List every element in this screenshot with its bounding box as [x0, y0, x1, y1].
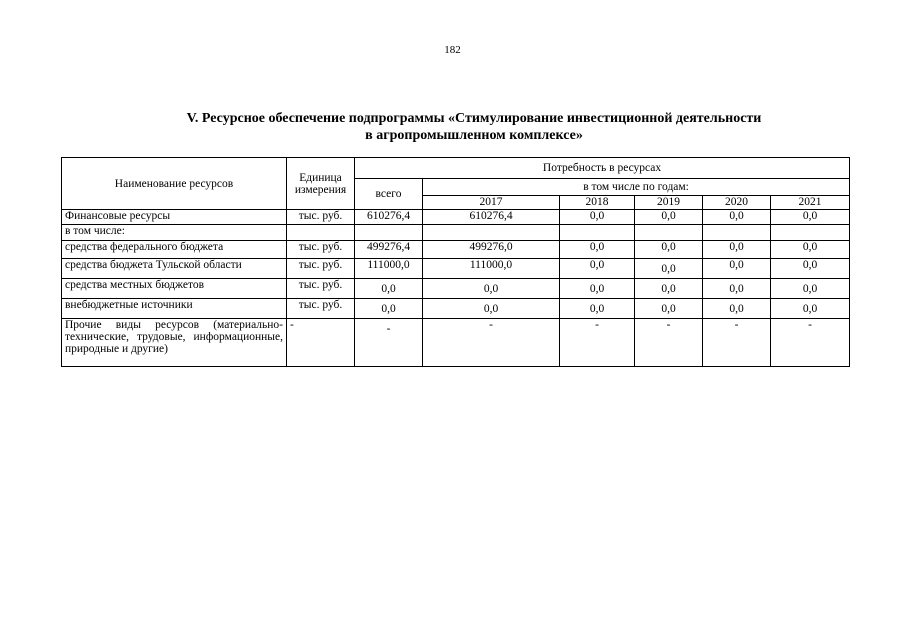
row-unit: тыс. руб.	[287, 279, 355, 299]
row-total: 499276,4	[355, 241, 423, 259]
row-value-2017: 111000,0	[423, 259, 560, 279]
row-value-2019: 0,0	[635, 299, 703, 319]
row-value-2017: -	[423, 319, 560, 367]
row-unit: тыс. руб.	[287, 241, 355, 259]
table-row	[62, 259, 850, 279]
row-value-2021: 0,0	[771, 279, 850, 299]
row-value-2019: 0,0	[635, 259, 703, 279]
header-year: 2018	[560, 196, 635, 210]
row-value-2021: 0,0	[771, 210, 850, 225]
table-row	[62, 210, 850, 225]
section-title-line-1: V. Ресурсное обеспечение подпрограммы «Стимулирование инвестиционной деятельности	[186, 111, 762, 126]
row-name: средства бюджета Тульской области	[62, 259, 287, 279]
row-name: Прочие виды ресурсов (материально-технические, трудовые, информационные, природные и другие)	[62, 319, 287, 367]
row-total	[355, 225, 423, 241]
row-value-2021: 0,0	[771, 241, 850, 259]
row-value-2017: 499276,0	[423, 241, 560, 259]
row-unit: -	[287, 319, 355, 367]
header-by-years: в том числе по годам:	[423, 179, 850, 196]
row-value-2018: 0,0	[560, 259, 635, 279]
resource-table	[61, 157, 850, 367]
table-row	[62, 225, 850, 241]
header-year: 2019	[635, 196, 703, 210]
table-row	[62, 319, 850, 367]
header-row-1	[62, 158, 850, 179]
row-value-2017	[423, 225, 560, 241]
row-total: 0,0	[355, 299, 423, 319]
row-value-2020: 0,0	[703, 259, 771, 279]
row-unit	[287, 225, 355, 241]
section-title	[60, 110, 888, 144]
row-name: в том числе:	[62, 225, 287, 241]
row-total: 111000,0	[355, 259, 423, 279]
header-year: 2017	[423, 196, 560, 210]
row-value-2018: 0,0	[560, 279, 635, 299]
row-value-2018: -	[560, 319, 635, 367]
row-total: -	[355, 319, 423, 367]
table-row	[62, 299, 850, 319]
row-total: 0,0	[355, 279, 423, 299]
row-value-2020: 0,0	[703, 210, 771, 225]
row-value-2020: 0,0	[703, 279, 771, 299]
row-name: средства федерального бюджета	[62, 241, 287, 259]
row-value-2017: 610276,4	[423, 210, 560, 225]
row-value-2018: 0,0	[560, 241, 635, 259]
row-value-2018	[560, 225, 635, 241]
row-value-2019: 0,0	[635, 210, 703, 225]
row-value-2020	[703, 225, 771, 241]
row-total: 610276,4	[355, 210, 423, 225]
row-value-2021: 0,0	[771, 259, 850, 279]
header-total: всего	[355, 179, 423, 210]
table-row	[62, 279, 850, 299]
row-value-2020: 0,0	[703, 299, 771, 319]
header-need: Потребность в ресурсах	[355, 158, 850, 179]
row-value-2019: 0,0	[635, 279, 703, 299]
row-value-2021	[771, 225, 850, 241]
row-value-2019: 0,0	[635, 241, 703, 259]
row-value-2019: -	[635, 319, 703, 367]
header-year: 2020	[703, 196, 771, 210]
row-value-2021: -	[771, 319, 850, 367]
page-number: 182	[444, 44, 461, 56]
section-title-line-2: в агропромышленном комплексе»	[365, 128, 583, 143]
row-value-2018: 0,0	[560, 210, 635, 225]
row-value-2019	[635, 225, 703, 241]
header-resource-name: Наименование ресурсов	[62, 158, 287, 210]
row-value-2017: 0,0	[423, 299, 560, 319]
row-unit: тыс. руб.	[287, 299, 355, 319]
header-unit: Единица измерения	[287, 158, 355, 210]
row-name: средства местных бюджетов	[62, 279, 287, 299]
row-value-2017: 0,0	[423, 279, 560, 299]
table-row	[62, 241, 850, 259]
header-year: 2021	[771, 196, 850, 210]
row-unit: тыс. руб.	[287, 210, 355, 225]
row-value-2018: 0,0	[560, 299, 635, 319]
row-name: внебюджетные источники	[62, 299, 287, 319]
row-name: Финансовые ресурсы	[62, 210, 287, 225]
row-value-2020: 0,0	[703, 241, 771, 259]
row-value-2021: 0,0	[771, 299, 850, 319]
row-unit: тыс. руб.	[287, 259, 355, 279]
row-value-2020: -	[703, 319, 771, 367]
